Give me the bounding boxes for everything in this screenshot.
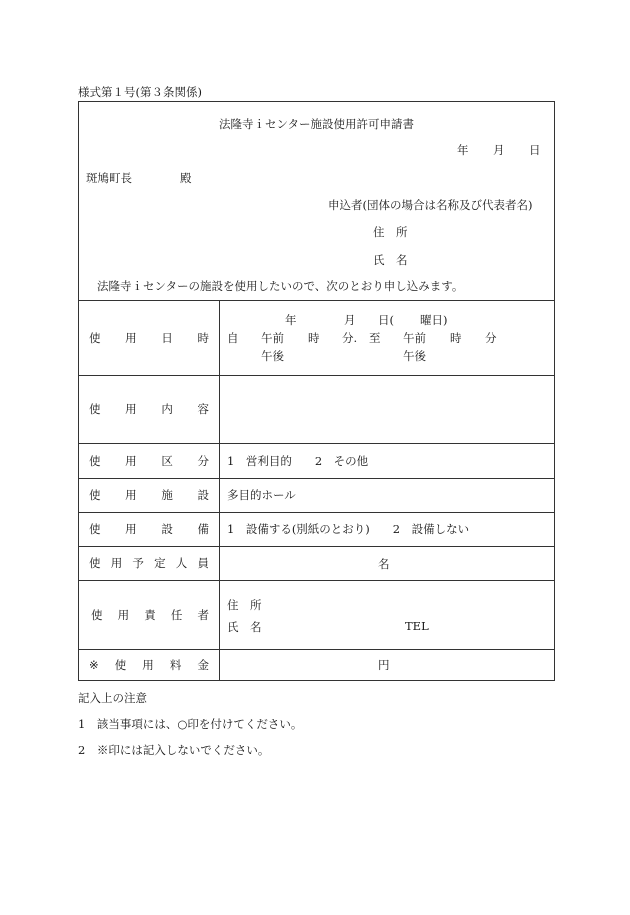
usage-content-field[interactable] — [220, 376, 555, 442]
manager-tel-label[interactable]: TEL — [405, 619, 429, 633]
application-statement: 法隆寺ｉセンターの施設を使用したいので、次のとおり申し込みます。 — [97, 279, 464, 293]
form-title: 法隆寺ｉセンター施設使用許可申請書 — [218, 117, 415, 131]
attendance-unit[interactable]: 名 — [378, 557, 390, 571]
manager-address-label[interactable]: 住 所 — [227, 598, 262, 612]
label-usage-fee: ※ 使 用 料 金 — [89, 657, 209, 672]
label-usage-content: 使 用 内 容 — [89, 402, 209, 416]
usage-date-month[interactable]: 月 — [344, 313, 356, 327]
from-pm[interactable]: 午後 — [261, 349, 284, 363]
label-usage-category: 使 用 区 分 — [89, 453, 209, 468]
addressee-name: 斑鳩町長 — [86, 171, 132, 185]
from-hour[interactable]: 時 — [308, 331, 320, 345]
usage-date-year[interactable]: 年 — [285, 313, 297, 327]
note-item: 2 ※印には記入しないでください。 — [78, 743, 270, 757]
usage-date-day[interactable]: 日( — [378, 313, 394, 327]
usage-category-options[interactable]: 1 営利目的 2 その他 — [227, 454, 369, 468]
date-month-label: 月 — [493, 143, 505, 157]
application-form — [78, 101, 555, 681]
label-usage-equipment: 使 用 設 備 — [89, 522, 209, 536]
date-day-label: 日 — [529, 143, 541, 157]
form-number: 様式第１号(第３条関係) — [78, 85, 202, 99]
notes-title: 記入上の注意 — [78, 691, 147, 705]
applicant-name-label: 氏 名 — [373, 253, 408, 267]
usage-facility-value: 多目的ホール — [227, 488, 296, 502]
from-minute[interactable]: 分. — [342, 331, 358, 345]
addressee-honorific: 殿 — [180, 171, 192, 185]
from-prefix: 自 — [227, 331, 239, 345]
applicant-address-label: 住 所 — [373, 225, 408, 239]
from-am[interactable]: 午前 — [261, 331, 284, 345]
label-usage-datetime: 使 用 日 時 — [89, 330, 209, 345]
manager-name-label[interactable]: 氏 名 — [227, 620, 262, 634]
to-pm[interactable]: 午後 — [403, 349, 426, 363]
fee-unit: 円 — [378, 658, 390, 672]
label-usage-facility: 使 用 施 設 — [89, 488, 209, 502]
to-am[interactable]: 午前 — [403, 331, 426, 345]
date-year-label: 年 — [457, 143, 469, 157]
label-expected-attendance: 使 用 予 定 人 員 — [89, 556, 209, 570]
applicant-header: 申込者(団体の場合は名称及び代表者名) — [328, 198, 533, 212]
to-minute[interactable]: 分 — [485, 331, 497, 345]
usage-equipment-options[interactable]: 1 設備する(別紙のとおり) 2 設備しない — [227, 522, 470, 536]
to-prefix: 至 — [369, 331, 381, 345]
note-item: 1 該当事項には、○印を付けてください。 — [78, 717, 303, 731]
label-responsible-person: 使 用 責 任 者 — [91, 607, 209, 622]
usage-date-weekday[interactable]: 曜日) — [420, 313, 448, 327]
to-hour[interactable]: 時 — [450, 331, 462, 345]
column-divider — [219, 300, 220, 680]
